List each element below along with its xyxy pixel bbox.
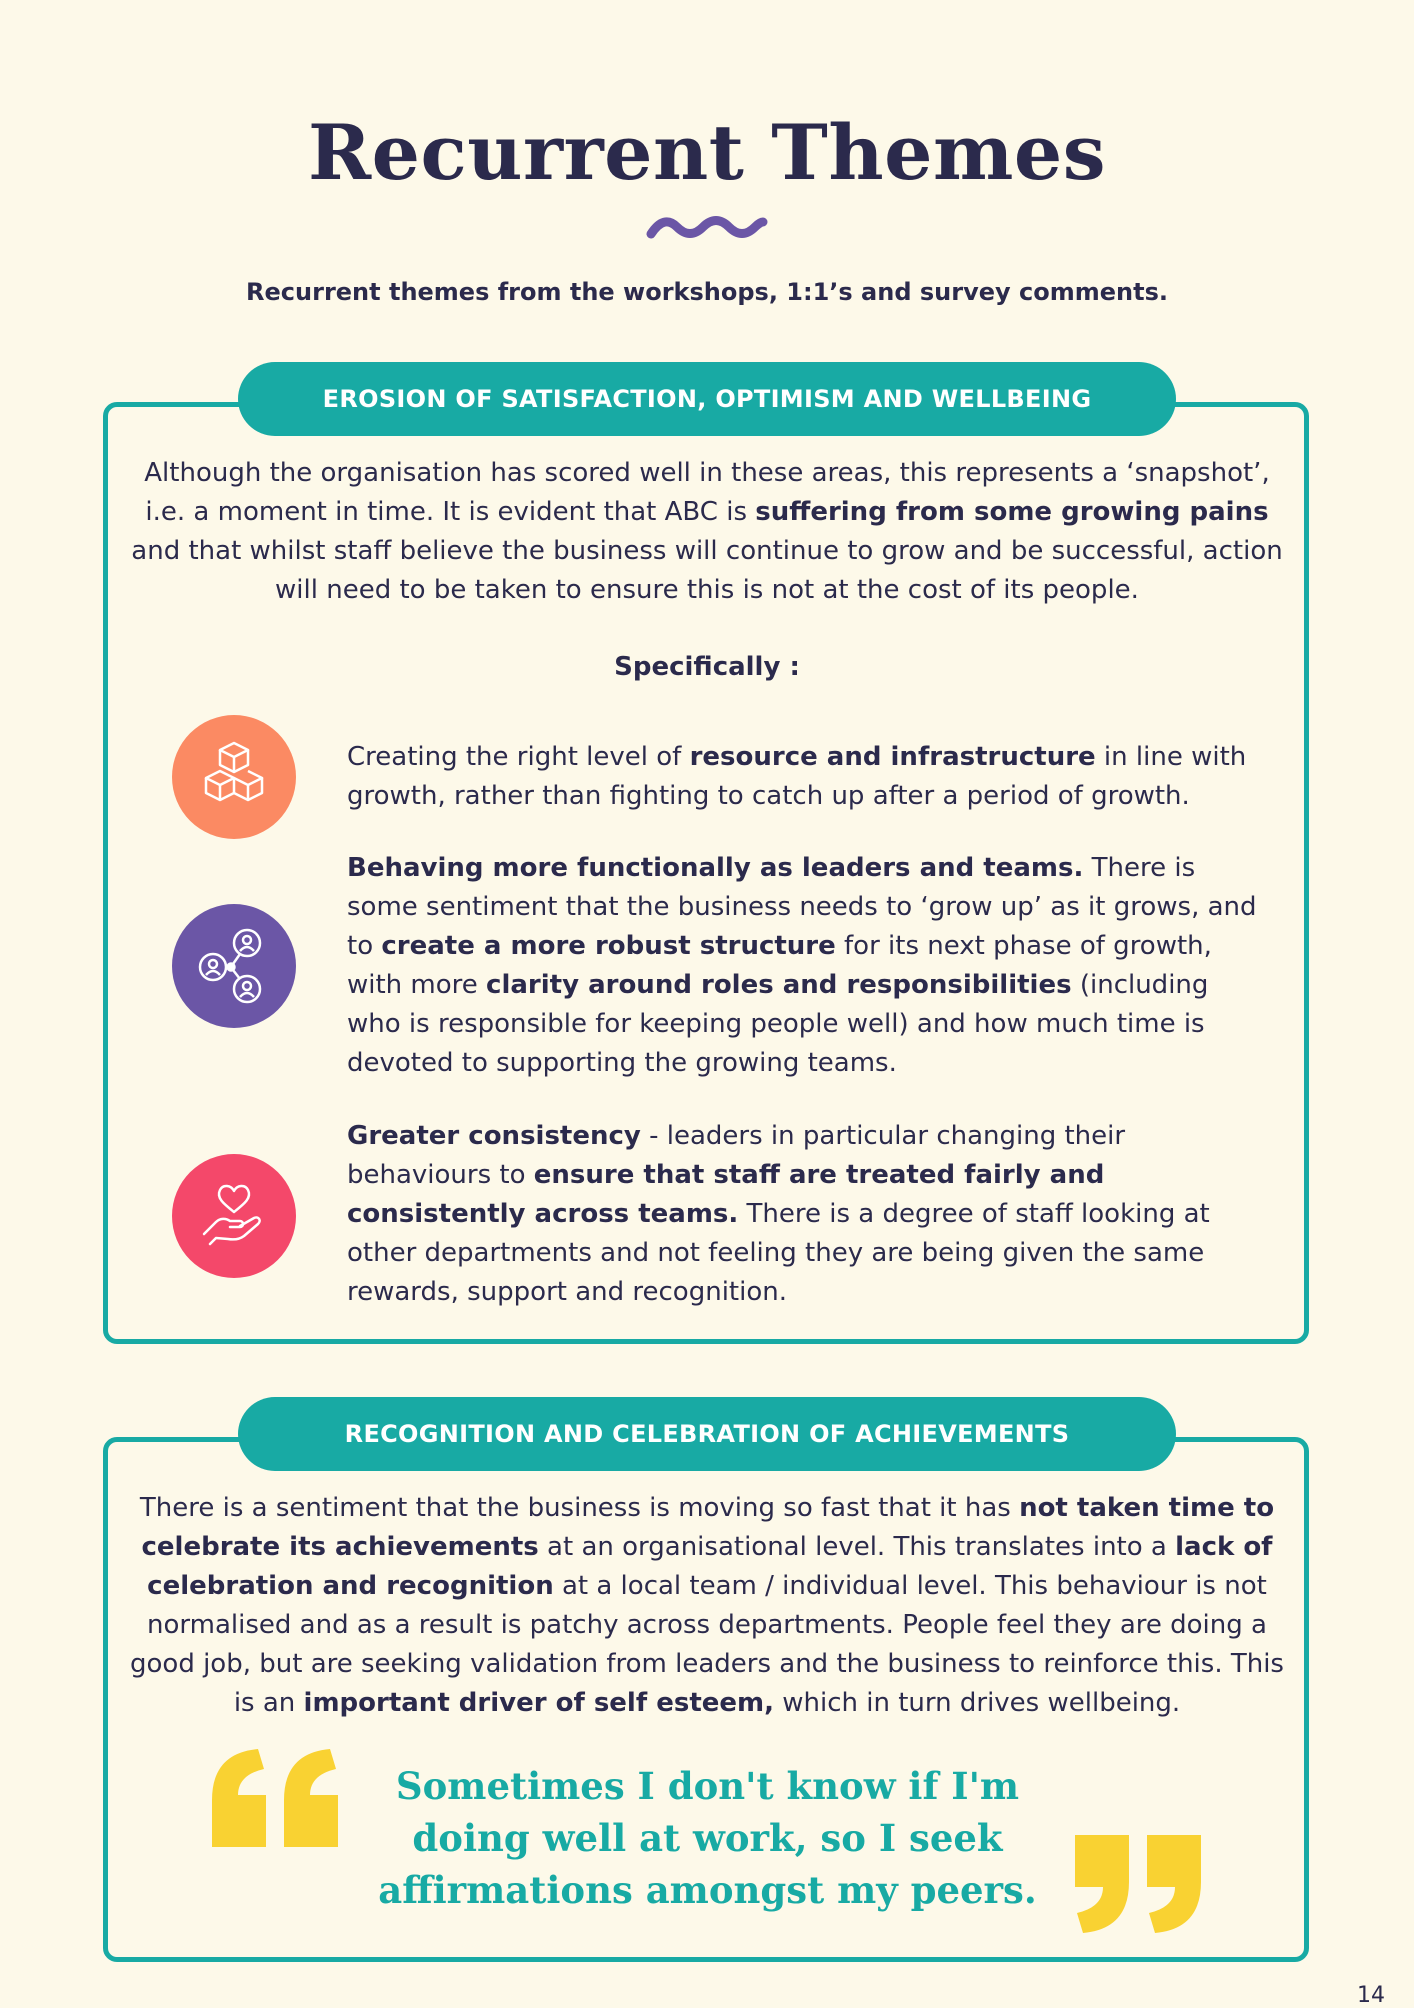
page-title: Recurrent Themes xyxy=(307,108,1107,197)
theme-item-behaving: Behaving more functionally as leaders and teams. There is some sentiment that the business needs to ‘grow up’ as it grows, and to create a more robust structure for its next phase of growth, with more clarity around roles and responsibilities (including who is responsible for keeping people well) and how much time is devoted to supporting the growing teams. xyxy=(347,853,1257,1078)
people-network-icon xyxy=(172,904,296,1028)
theme-item-consistency: Greater consistency - leaders in particular changing their behaviours to ensure that staff are treated fairly and consistently across teams. There is a degree of staff looking at other departments and not feeling they are being given the same rewards, support and recognition. xyxy=(347,1121,1210,1307)
section-intro-paragraph: Although the organisation has scored well in these areas, this represents a ‘snapshot’, i.e. a moment in time. It is evident that ABC is suffering from some growing pains and that whilst staff believe the business will continue to grow and be successful, action will need to be taken to ensure this is not at the cost of its people. xyxy=(131,458,1283,605)
squiggle-divider xyxy=(645,210,769,244)
cubes-icon xyxy=(172,715,296,839)
page-number: 14 xyxy=(1357,1983,1385,2008)
theme-item-resource: Creating the right level of resource and infrastructure in line with growth, rather than fighting to catch up after a period of growth. xyxy=(347,742,1247,811)
section-heading-recognition: RECOGNITION AND CELEBRATION OF ACHIEVEMENTS xyxy=(238,1397,1176,1471)
testimonial-quote: Sometimes I don't know if I'm doing well at work, so I seek affirmations amongst my peers. xyxy=(378,1764,1037,1912)
close-quote-icon xyxy=(1070,1832,1205,1937)
specifically-label: Specifically : xyxy=(614,652,800,682)
open-quote-icon xyxy=(208,1745,343,1850)
recognition-paragraph: There is a sentiment that the business is moving so fast that it has not taken time to celebrate its achievements at an organisational level. This translates into a lack of celebration and recognition at a local team / individual level. This behaviour is not normalised and as a result is patchy across departments. People feel they are doing a good job, but are seeking validation from leaders and the business to reinforce this. This is an important driver of self esteem, which in turn drives wellbeing. xyxy=(130,1493,1284,1718)
page-subtitle: Recurrent themes from the workshops, 1:1’s and survey comments. xyxy=(246,278,1168,306)
heart-in-hand-icon xyxy=(172,1154,296,1278)
section-heading-erosion: EROSION OF SATISFACTION, OPTIMISM AND WELLBEING xyxy=(238,362,1176,436)
